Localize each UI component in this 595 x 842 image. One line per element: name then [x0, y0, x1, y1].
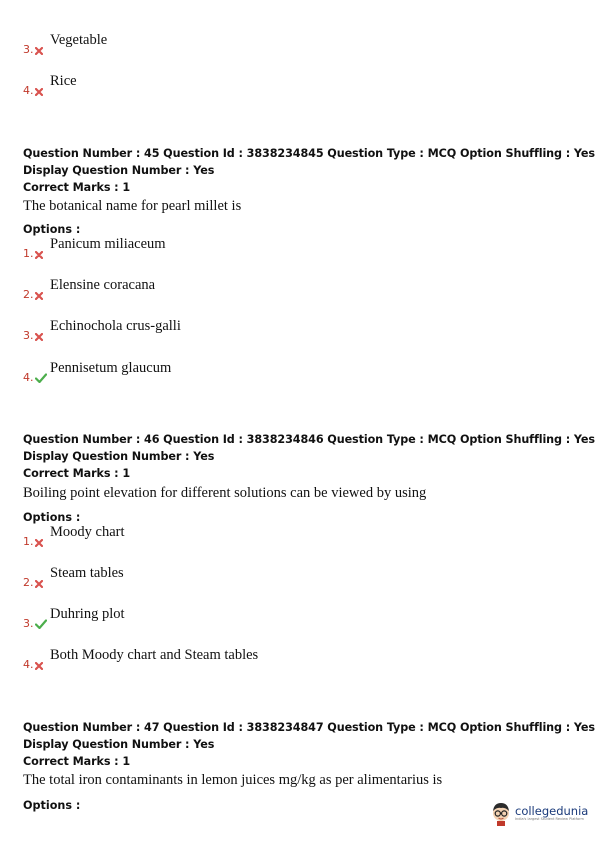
question-header — [23, 431, 595, 482]
option-item — [23, 277, 156, 301]
option-item — [23, 32, 108, 56]
cross-icon — [35, 88, 48, 96]
cross-icon — [35, 539, 48, 547]
correct-marks: Correct Marks : 1 — [23, 755, 131, 768]
option-number: 3. — [23, 329, 34, 342]
option-text: Steam tables — [50, 565, 124, 581]
option-item — [23, 73, 77, 97]
option-text: Elensine coracana — [50, 277, 156, 293]
check-icon — [35, 619, 48, 629]
option-item — [23, 606, 125, 630]
option-number: 4. — [23, 371, 34, 384]
option-text: Moody chart — [50, 524, 125, 540]
option-text: Pennisetum glaucum — [50, 360, 172, 376]
option-number: 1. — [23, 535, 34, 548]
option-text: Echinochola crus-galli — [50, 318, 181, 334]
option-item — [23, 524, 125, 548]
cross-icon — [35, 251, 48, 259]
option-text: Duhring plot — [50, 606, 125, 622]
question-meta: Question Number : 46 Question Id : 3838234846 Question Type : MCQ Option Shuffling : Yes — [23, 433, 595, 446]
mascot-icon — [490, 800, 512, 826]
cross-icon — [35, 47, 48, 55]
options-label: Options : — [23, 223, 81, 236]
option-item — [23, 360, 172, 384]
option-number: 2. — [23, 288, 34, 301]
correct-marks: Correct Marks : 1 — [23, 181, 131, 194]
correct-marks: Correct Marks : 1 — [23, 467, 131, 480]
question-text: The botanical name for pearl millet is — [23, 198, 242, 214]
options-label: Options : — [23, 799, 81, 812]
option-number: 4. — [23, 658, 34, 671]
collegedunia-logo — [490, 800, 588, 826]
option-number: 1. — [23, 247, 34, 260]
display-question-number: Display Question Number : Yes — [23, 450, 215, 463]
question-meta: Question Number : 47 Question Id : 3838234847 Question Type : MCQ Option Shuffling : Yes — [23, 721, 595, 734]
cross-icon — [35, 662, 48, 670]
option-number: 3. — [23, 43, 34, 56]
option-item — [23, 565, 124, 589]
cross-icon — [35, 333, 48, 341]
check-icon — [35, 373, 48, 383]
option-item — [23, 236, 166, 260]
option-number: 4. — [23, 84, 34, 97]
question-header — [23, 145, 595, 196]
display-question-number: Display Question Number : Yes — [23, 164, 215, 177]
option-text: Vegetable — [50, 32, 108, 48]
question-meta: Question Number : 45 Question Id : 3838234845 Question Type : MCQ Option Shuffling : Yes — [23, 147, 595, 160]
cross-icon — [35, 580, 48, 588]
option-number: 3. — [23, 617, 34, 630]
option-text: Rice — [50, 73, 77, 89]
option-item — [23, 318, 181, 342]
question-text: The total iron contaminants in lemon juices mg/kg as per alimentarius is — [23, 772, 443, 788]
display-question-number: Display Question Number : Yes — [23, 738, 215, 751]
option-item — [23, 647, 259, 671]
question-text: Boiling point elevation for different solutions can be viewed by using — [23, 485, 427, 501]
brand-tagline: India's largest Student Review Platform — [515, 816, 584, 821]
option-text: Both Moody chart and Steam tables — [50, 647, 259, 663]
question-header — [23, 719, 595, 770]
options-label: Options : — [23, 511, 81, 524]
brand-name: collegedunia — [515, 803, 589, 818]
option-number: 2. — [23, 576, 34, 589]
cross-icon — [35, 292, 48, 300]
option-text: Panicum miliaceum — [50, 236, 166, 252]
